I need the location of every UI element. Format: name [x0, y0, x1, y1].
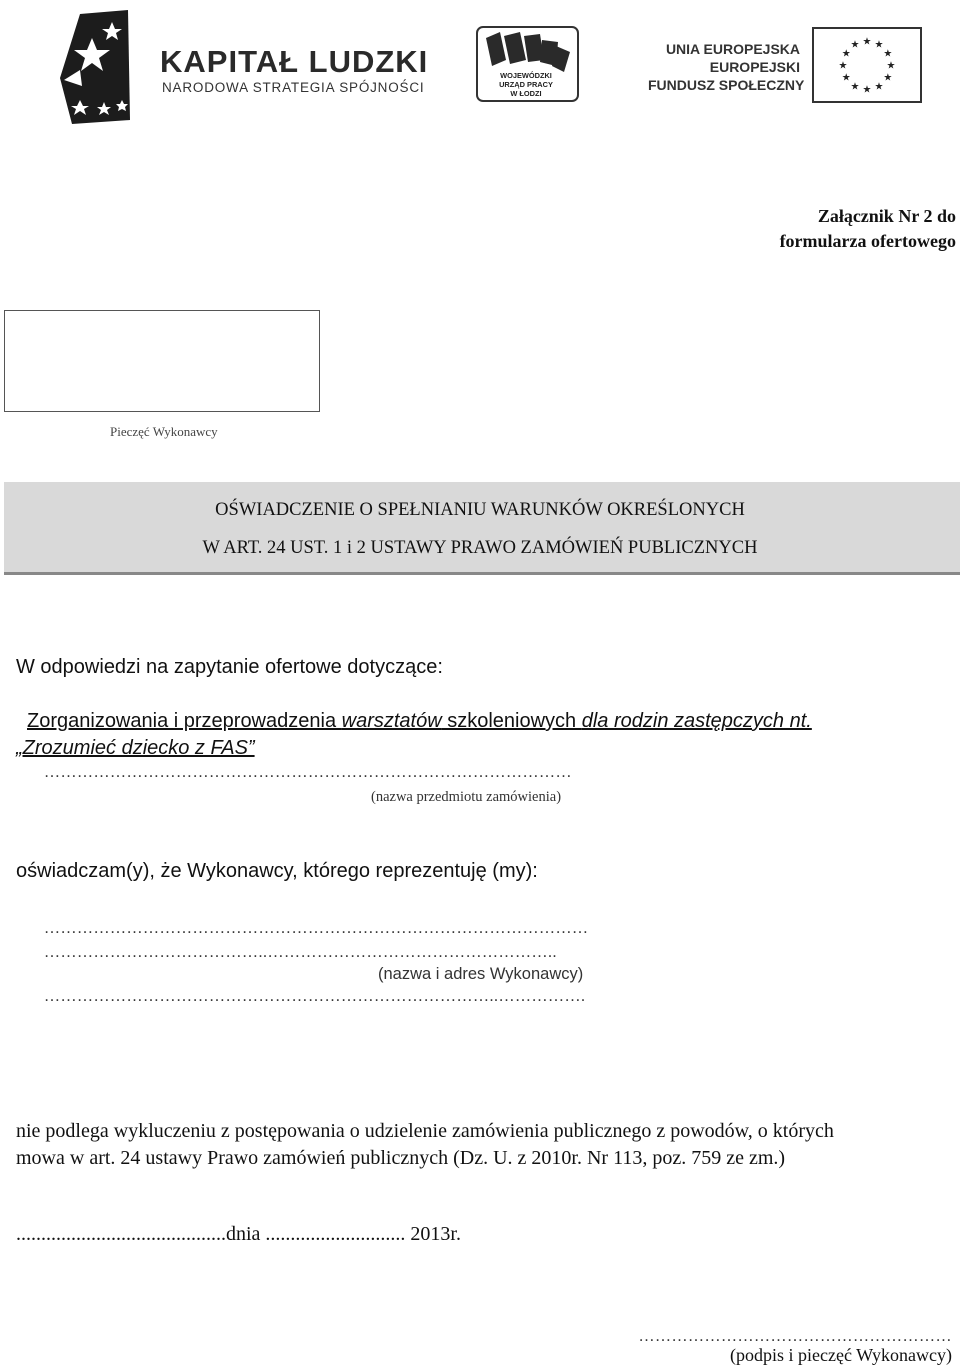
eu-star-icon: ★ [862, 36, 872, 48]
wup-line-1: WOJEWÓDZKI [500, 71, 552, 80]
contractor-stamp-box [4, 310, 320, 412]
ue-line-3: FUNDUSZ SPOŁECZNY [648, 77, 805, 93]
eu-star-icon: ★ [850, 39, 860, 51]
annex-line-2: formularza ofertowego [779, 231, 956, 251]
kapital-ludzki-title: KAPITAŁ LUDZKI [160, 44, 429, 79]
contractor-stamp-label: Pieczęć Wykonawcy [110, 424, 218, 439]
contractor-dots-1: ……………………………………………………………………………………… [44, 920, 589, 937]
subject-line-1 [27, 710, 812, 733]
wup-lodz-label [480, 71, 572, 98]
subject-caption: (nazwa przedmiotu zamówienia) [371, 789, 562, 805]
document-title-line-2: W ART. 24 UST. 1 i 2 USTAWY PRAWO ZAMÓWIEŃ PUBLICZNYCH [202, 538, 758, 558]
subject-part-3: szkoleniowych [441, 710, 582, 732]
eu-star-icon: ★ [862, 84, 872, 96]
ue-line-1: UNIA EUROPEJSKA [665, 41, 800, 57]
eu-star-icon: ★ [841, 72, 851, 84]
eu-star-icon: ★ [838, 60, 848, 72]
kapital-ludzki-subtitle: NARODOWA STRATEGIA SPÓJNOŚCI [162, 80, 425, 95]
contractor-dots-2: …………………………………..…………………………………………….. [44, 944, 557, 961]
subject-part-4: dla rodzin zastępczych nt. [581, 710, 812, 732]
subject-line-2: „Zrozumieć dziecko z FAS” [16, 737, 255, 759]
subject-part-2: warsztatów [341, 710, 442, 732]
wup-line-2: URZĄD PRACY [499, 80, 553, 89]
eu-star-icon: ★ [841, 48, 851, 60]
annex-line-1: Załącznik Nr 2 do [817, 206, 956, 226]
eu-flag-icon [812, 27, 922, 103]
eu-star-icon: ★ [850, 81, 860, 93]
wup-line-3: W ŁODZI [510, 89, 542, 98]
eu-star-icon: ★ [886, 60, 896, 72]
annex-label [780, 204, 956, 254]
intro-text: W odpowiedzi na zapytanie ofertowe dotyczące: [16, 656, 443, 678]
declaration-text: oświadczam(y), że Wykonawcy, którego reprezentuję (my): [16, 860, 538, 882]
ue-line-2: EUROPEJSKI [709, 59, 800, 75]
contractor-caption: (nazwa i adres Wykonawcy) [378, 965, 584, 983]
ue-efs-label [648, 40, 805, 94]
statement-line-2: mowa w art. 24 ustawy Prawo zamówień publicznych (Dz. U. z 2010r. Nr 113, poz. 759 ze zm.) [16, 1147, 786, 1169]
subject-dots: …………………………………………………………………………………… [44, 764, 572, 781]
subject-part-1: Zorganizowania i przeprowadzenia [27, 710, 342, 732]
contractor-dots-3: ………………………………………………………………………..……………. [44, 988, 586, 1005]
statement-text [16, 1118, 834, 1172]
eu-star-icon: ★ [883, 72, 893, 84]
document-title-line-1: OŚWIADCZENIE O SPEŁNIANIU WARUNKÓW OKREŚLONYCH [215, 500, 745, 520]
eu-star-icon: ★ [874, 81, 884, 93]
date-line: ..........................................dnia ............................ 2013r. [16, 1223, 461, 1245]
eu-star-icon: ★ [883, 48, 893, 60]
signature-label: (podpis i pieczęć Wykonawcy) [729, 1345, 952, 1365]
signature-dots: ………………………………………………… [638, 1328, 952, 1345]
eu-star-icon: ★ [874, 39, 884, 51]
document-title-band [4, 482, 960, 575]
statement-line-1: nie podlega wykluczeniu z postępowania o udzielenie zamówienia publicznego z powodów, o których [16, 1120, 834, 1142]
